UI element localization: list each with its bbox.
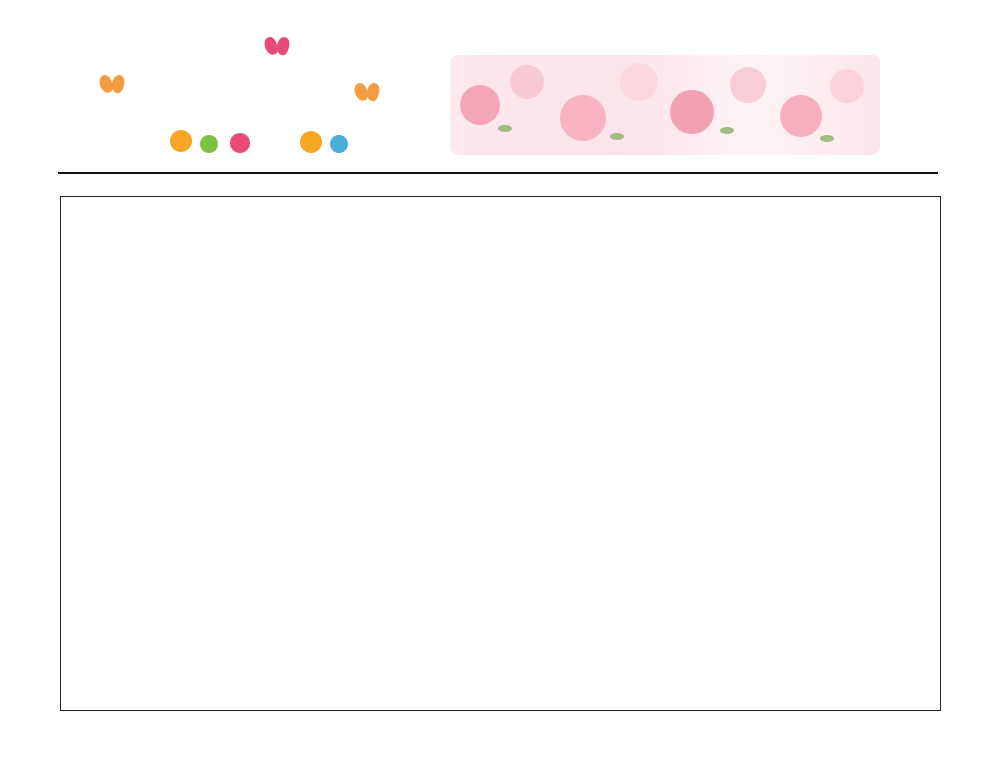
butterfly-icon	[265, 37, 289, 55]
header-divider	[58, 172, 938, 174]
calendar-grid	[60, 196, 941, 711]
butterfly-icon	[355, 83, 379, 101]
may-logo	[100, 35, 400, 155]
weekday-header-row	[60, 176, 940, 196]
floral-banner	[450, 55, 880, 155]
butterfly-icon	[100, 75, 124, 93]
